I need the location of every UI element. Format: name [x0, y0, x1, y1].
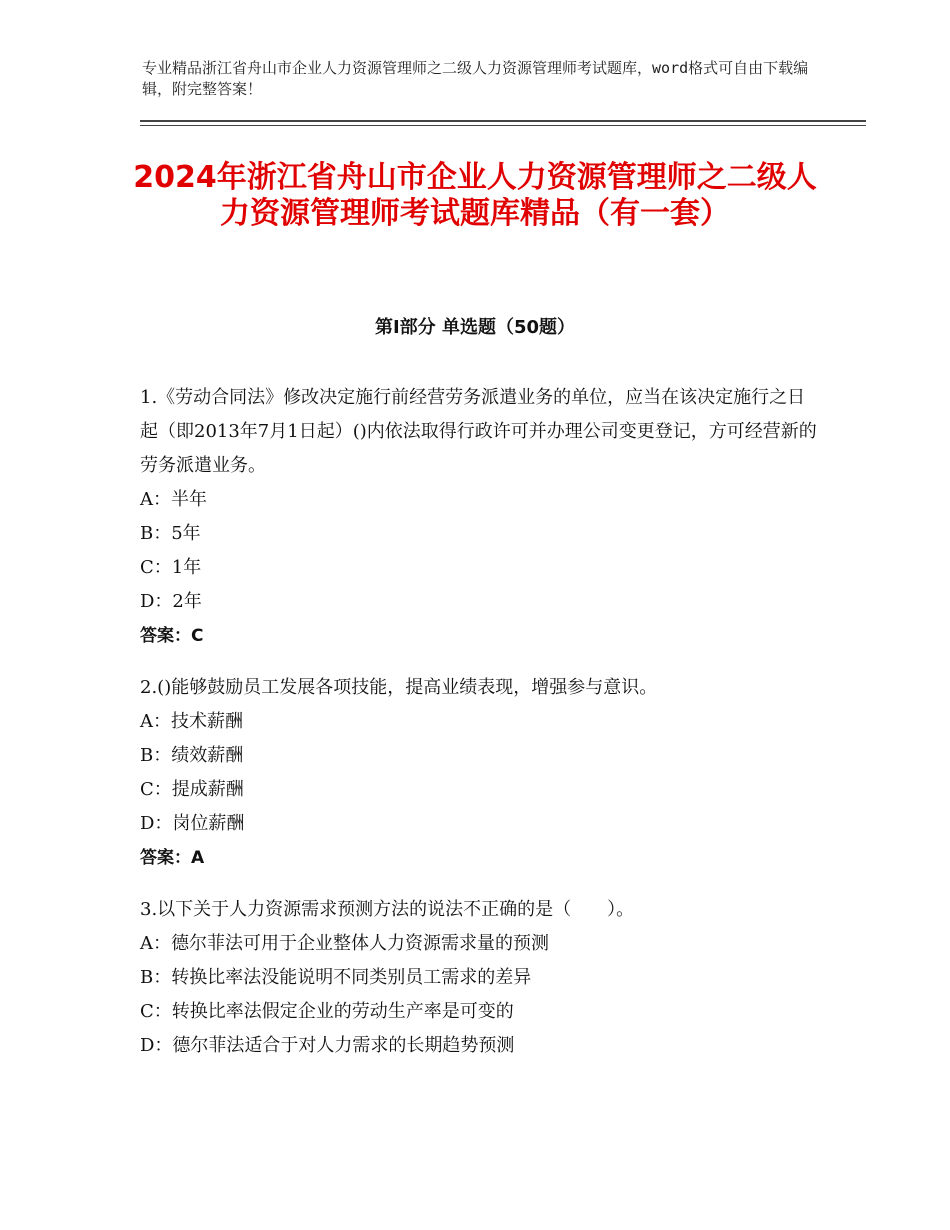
- option-d: D：岗位薪酬: [140, 813, 245, 834]
- answer-label: 答案：C: [140, 626, 204, 646]
- document-title: 2024年浙江省舟山市企业人力资源管理师之二级人力资源管理师考试题库精品（有一套）: [133, 160, 817, 231]
- header-divider-thin: [140, 125, 866, 126]
- option-b: B：绩效薪酬: [140, 745, 244, 766]
- option-d: D：2年: [140, 591, 202, 612]
- option-d: D：德尔菲法适合于对人力需求的长期趋势预测: [140, 1035, 515, 1056]
- question-3: [140, 893, 820, 1063]
- option-b: B：5年: [140, 523, 201, 544]
- answer-label: 答案：A: [140, 848, 205, 868]
- question-1: [140, 381, 820, 653]
- option-b: B：转换比率法没能说明不同类别员工需求的差异: [140, 967, 532, 988]
- header-divider-thick: [140, 120, 866, 122]
- question-2: [140, 671, 820, 875]
- section-title: 第Ⅰ部分 单选题（50题）: [374, 317, 575, 338]
- option-c: C：转换比率法假定企业的劳动生产率是可变的: [140, 1001, 514, 1022]
- option-a: A：技术薪酬: [140, 711, 243, 732]
- option-a: A：半年: [140, 489, 207, 510]
- header-note: 专业精品浙江省舟山市企业人力资源管理师之二级人力资源管理师考试题库，word格式可自由下载编辑，附完整答案！: [142, 59, 809, 98]
- option-c: C：1年: [140, 557, 202, 578]
- question-stem: 2.()能够鼓励员工发展各项技能，提高业绩表现，增强参与意识。: [140, 677, 658, 698]
- option-c: C：提成薪酬: [140, 779, 244, 800]
- option-a: A：德尔菲法可用于企业整体人力资源需求量的预测: [140, 933, 549, 954]
- question-list: [140, 381, 820, 1081]
- question-stem: 1.《劳动合同法》修改决定施行前经营劳务派遣业务的单位，应当在该决定施行之日起（即2013年7月1日起）()内依法取得行政许可并办理公司变更登记，方可经营新的劳务派遣业务。: [140, 387, 817, 476]
- question-stem: 3.以下关于人力资源需求预测方法的说法不正确的是（ ）。: [140, 899, 635, 920]
